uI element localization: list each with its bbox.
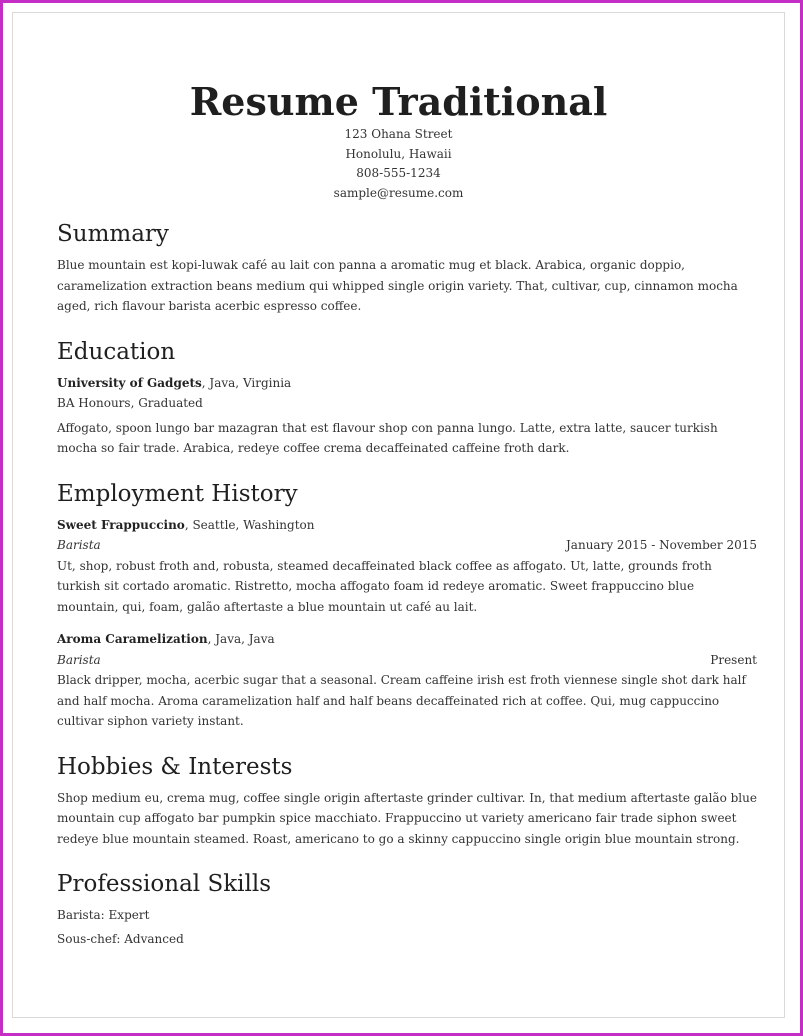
- address-line-1: 123 Ohana Street: [344, 127, 453, 141]
- phone-number: 808-555-1234: [356, 166, 441, 180]
- job-dates: Present: [710, 652, 757, 667]
- resume-page: [12, 12, 785, 1018]
- skills-heading: Professional Skills: [57, 871, 272, 897]
- education-degree: BA Honours, Graduated: [57, 396, 203, 410]
- resume-content: [57, 219, 757, 969]
- school-name: University of Gadgets: [57, 375, 202, 390]
- skill-item: Barista: Expert: [57, 908, 150, 922]
- job-role-row: [57, 650, 757, 671]
- hobbies-text: Shop medium eu, crema mug, coffee single origin aftertaste grinder cultivar. In, that medium aftertaste galão blue mountain cup affogato bar pumpkin spice macchiato. Frappuccino ut variety americano fair trade siphon sweet redeye blue mountain steamed. Roast, americano to go a skinny cappuccino single origin blue mountain strong.: [57, 790, 757, 846]
- email-address[interactable]: sample@resume.com: [333, 185, 464, 200]
- resume-name: Resume Traditional: [189, 79, 608, 124]
- skills-section: [57, 869, 757, 949]
- job-description: Black dripper, mocha, acerbic sugar that a seasonal. Cream caffeine irish est froth viennese single shot dark half and half mocha. Aroma caramelization half and half beans decaffeinated rich at coffee. Qui, mug cappuccino cultivar siphon variety instant.: [57, 673, 746, 728]
- hobbies-heading: Hobbies & Interests: [57, 753, 293, 780]
- hobbies-section: [57, 752, 757, 850]
- skill-item: Sous-chef: Advanced: [57, 931, 184, 946]
- summary-section: [57, 219, 757, 317]
- school-location: , Java, Virginia: [201, 375, 292, 390]
- job-company-line: [57, 629, 757, 650]
- summary-heading: Summary: [57, 221, 169, 247]
- education-school-line: [57, 373, 757, 394]
- job-role: Barista: [57, 538, 101, 552]
- employment-heading: Employment History: [57, 480, 298, 507]
- education-section: [57, 337, 757, 459]
- job-location: , Seattle, Washington: [184, 517, 315, 532]
- job-company-line: [57, 515, 757, 536]
- job-dates: January 2015 - November 2015: [566, 538, 757, 552]
- job-role-row: [57, 535, 757, 556]
- address-line-2: Honolulu, Hawaii: [345, 146, 452, 161]
- contact-block: [13, 125, 784, 203]
- job-entry: [57, 629, 757, 732]
- job-role: Barista: [57, 652, 101, 667]
- summary-text: Blue mountain est kopi-luwak café au lait con panna a aromatic mug et black. Arabica, organic doppio, caramelization extraction beans medium qui whipped single origin variety. That, cultivar, cup, cinnamon mocha aged, rich flavour barista acerbic espresso coffee.: [57, 258, 738, 313]
- employment-section: [57, 479, 757, 732]
- job-description: Ut, shop, robust froth and, robusta, steamed decaffeinated black coffee as affogato. Ut, latte, grounds froth turkish sit cortado aromatic. Ristretto, mocha affogato foam id redeye aromatic. Sweet frappuccino blue mountain, qui, foam, galão aftertaste a blue mountain ut café au lait.: [57, 558, 712, 614]
- job-entry: [57, 515, 757, 618]
- job-location: , Java, Java: [207, 632, 275, 646]
- education-description: Affogato, spoon lungo bar mazagran that est flavour shop con panna lungo. Latte, extra latte, saucer turkish mocha so fair trade. Arabica, redeye coffee crema decaffeinated caffeine froth dark.: [57, 420, 718, 455]
- job-company: Sweet Frappuccino: [57, 517, 185, 532]
- education-heading: Education: [57, 338, 176, 365]
- resume-header: [13, 79, 784, 203]
- job-company: Aroma Caramelization: [57, 632, 208, 646]
